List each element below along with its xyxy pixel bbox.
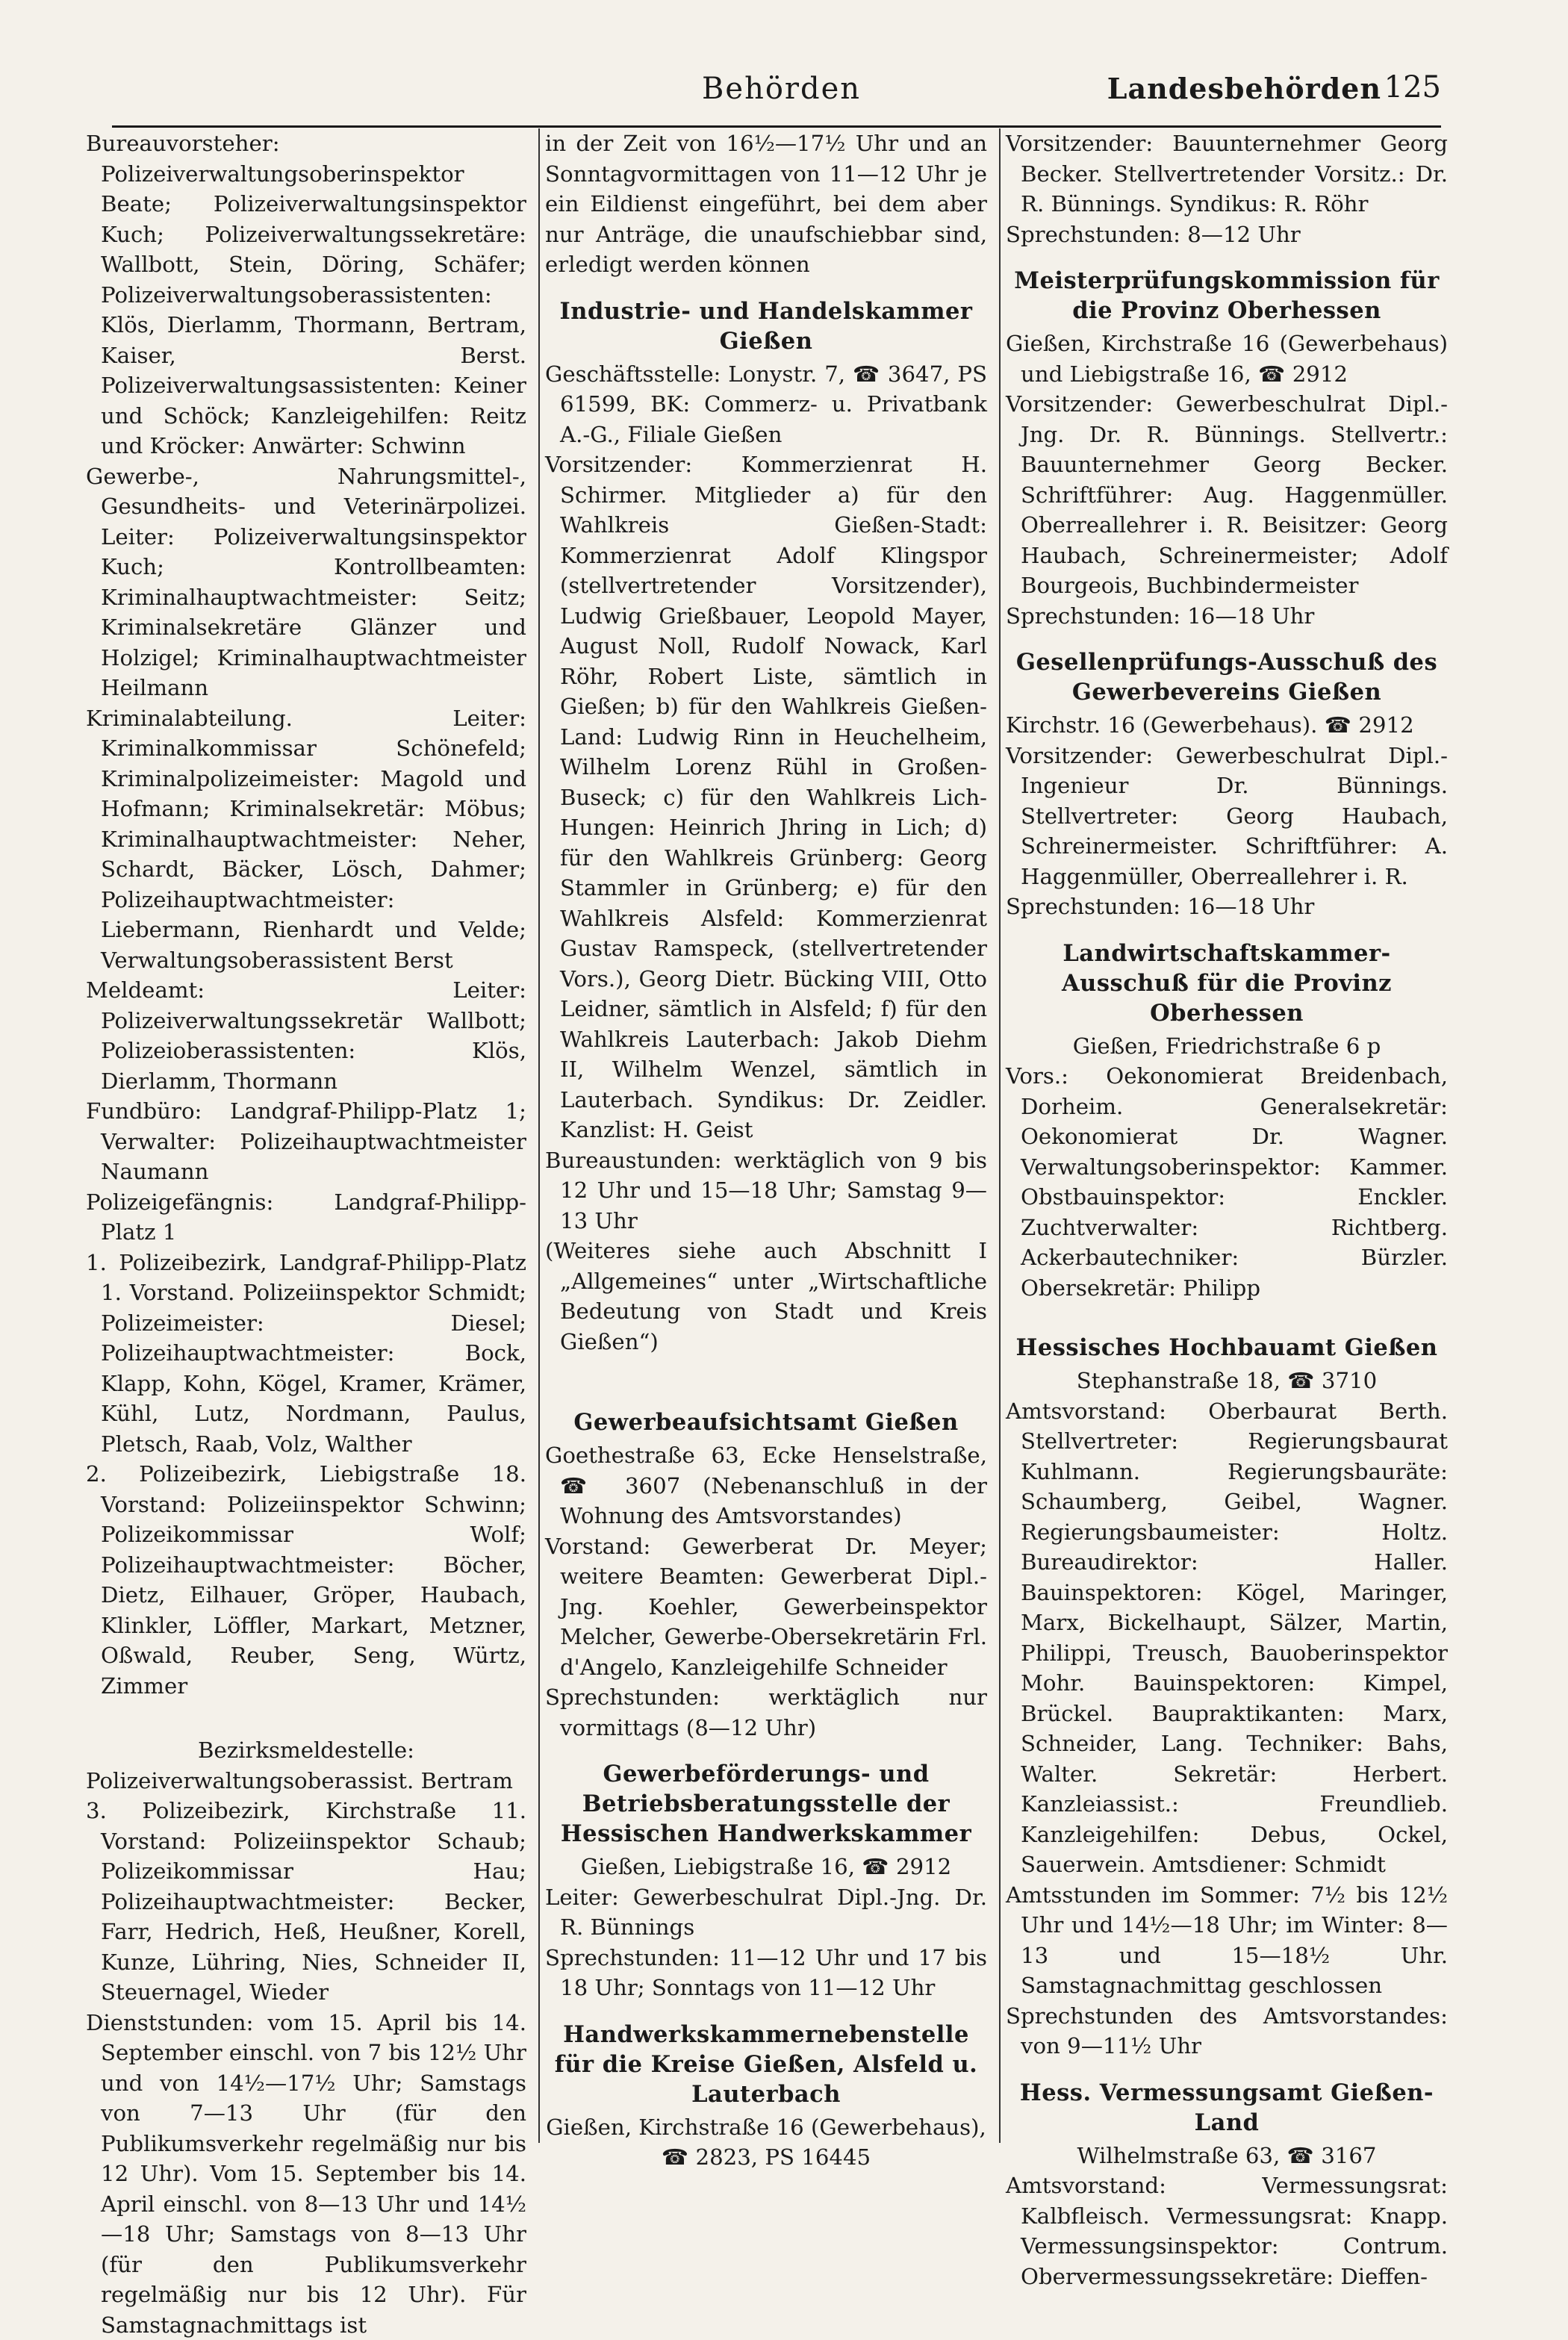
text-paragraph: Sprechstunden: 16—18 Uhr bbox=[1006, 601, 1448, 632]
section-heading: Gewerbeaufsichtsamt Gießen bbox=[545, 1407, 987, 1437]
text-paragraph: Sprechstunden: 11—12 Uhr und 17 bis 18 Uhr; Sonntags von 11—12 Uhr bbox=[545, 1943, 987, 2003]
subheading: Bezirksmeldestelle: bbox=[86, 1735, 526, 1766]
address-line: Wilhelmstraße 63, ☎ 3167 bbox=[1006, 2141, 1448, 2171]
running-head-subsection: Landesbehörden bbox=[1107, 72, 1381, 105]
section-heading: Gewerbeförderungs- und Betriebsberatungsstelle der Hessischen Handwerkskammer bbox=[545, 1759, 987, 1849]
address-line: Stephanstraße 18, ☎ 3710 bbox=[1006, 1366, 1448, 1396]
text-paragraph: Dienststunden: vom 15. April bis 14. September einschl. von 7 bis 12½ Uhr und von 14½—17½ Uhr; Samstags von 7—13 Uhr (für den Publikumsverkehr regelmäßig nur bis 12 Uhr). Vom 15. September bis 14. April einschl. von 8—13 Uhr und 14½—18 Uhr; Samstags von 8—13 Uhr (für den Publikumsverkehr regelmäßig nur bis 12 Uhr). Für Samstagnachmittags ist bbox=[86, 2008, 526, 2340]
address-line: Gießen, Liebigstraße 16, ☎ 2912 bbox=[545, 1852, 987, 1882]
text-paragraph: 1. Polizeibezirk, Landgraf-Philipp-Platz 1. Vorstand. Polizeiinspektor Schmidt; Polizeimeister: Diesel; Polizeihauptwachtmeister: Bock, Klapp, Kohn, Kögel, Kramer, Krämer, Kühl, Lutz, Nordmann, Paulus, Pletsch, Raab, Volz, Walther bbox=[86, 1248, 526, 1460]
address-line: Gießen, Friedrichstraße 6 p bbox=[1006, 1031, 1448, 1062]
text-paragraph: Sprechstunden: 8—12 Uhr bbox=[1006, 220, 1448, 250]
text-paragraph: Amtsstunden im Sommer: 7½ bis 12½ Uhr und 14½—18 Uhr; im Winter: 8—13 und 15—18½ Uhr. Samstagnachmittag geschlossen bbox=[1006, 1880, 1448, 2001]
text-paragraph: Sprechstunden des Amtsvorstandes: von 9—11½ Uhr bbox=[1006, 2001, 1448, 2061]
section-heading: Gesellenprüfungs-Ausschuß des Gewerbevereins Gießen bbox=[1006, 647, 1448, 707]
section-heading: Landwirtschaftskammer-Ausschuß für die Provinz Oberhessen bbox=[1006, 939, 1448, 1028]
column-right bbox=[1006, 128, 1448, 2143]
column-left bbox=[86, 128, 540, 2143]
text-paragraph: Vorsitzender: Gewerbeschulrat Dipl.-Ingenieur Dr. Bünnings. Stellvertreter: Georg Haubach, Schreinermeister. Schriftführer: A. Haggenmüller, Oberreallehrer i. R. bbox=[1006, 741, 1448, 892]
text-paragraph: 3. Polizeibezirk, Kirchstraße 11. Vorstand: Polizeiinspektor Schaub; Polizeikommissar Hau; Polizeihauptwachtmeister: Becker, Farr, Hedrich, Heß, Heußner, Korell, Kunze, Lühring, Nies, Schneider II, Steuernagel, Wieder bbox=[86, 1796, 526, 2008]
text-paragraph: Sprechstunden: werktäglich nur vormittags (8—12 Uhr) bbox=[545, 1682, 987, 1743]
text-paragraph: Polizeiverwaltungsoberassist. Bertram bbox=[86, 1766, 526, 1796]
column-middle bbox=[545, 128, 1001, 2143]
text-paragraph: Amtsvorstand: Oberbaurat Berth. Stellvertreter: Regierungsbaurat Kuhlmann. Regierungsbauräte: Schaumberg, Geibel, Wagner. Regierungsbaumeister: Holtz. Bureaudirektor: Haller. Bauinspektoren: Kögel, Maringer, Marx, Bickelhaupt, Sälzer, Martin, Philippi, Treusch, Bauoberinspektor Mohr. Bauinspektoren: Kimpel, Brückel. Baupraktikanten: Marx, Schneider, Lang. Techniker: Bahs, Walter. Sekretär: Herbert. Kanzleiassist.: Freundlieb. Kanzleigehilfen: Debus, Ockel, Sauerwein. Amtsdiener: Schmidt bbox=[1006, 1396, 1448, 1880]
text-paragraph: Vorsitzender: Bauunternehmer Georg Becker. Stellvertretender Vorsitz.: Dr. R. Bünnings. Syndikus: R. Röhr bbox=[1006, 128, 1448, 220]
text-paragraph: Bureaustunden: werktäglich von 9 bis 12 Uhr und 15—18 Uhr; Samstag 9—13 Uhr bbox=[545, 1145, 987, 1236]
text-paragraph: Geschäftsstelle: Lonystr. 7, ☎ 3647, PS 61599, BK: Commerz- u. Privatbank A.-G., Filiale Gießen bbox=[545, 359, 987, 450]
text-paragraph: Gewerbe-, Nahrungsmittel-, Gesundheits- und Veterinärpolizei. Leiter: Polizeiverwaltungsinspektor Kuch; Kontrollbeamten: Kriminalhauptwachtmeister: Seitz; Kriminalsekretäre Glänzer und Holzigel; Kriminalhauptwachtmeister Heilmann bbox=[86, 461, 526, 703]
text-paragraph: 2. Polizeibezirk, Liebigstraße 18. Vorstand: Polizeiinspektor Schwinn; Polizeikommissar Wolf; Polizeihauptwachtmeister: Böcher, Dietz, Eilhauer, Gröper, Haubach, Klinkler, Löffler, Markart, Metzner, Oßwald, Reuber, Seng, Würtz, Zimmer bbox=[86, 1459, 526, 1701]
text-paragraph: Goethestraße 63, Ecke Henselstraße, ☎ 3607 (Nebenanschluß in der Wohnung des Amtsvorstandes) bbox=[545, 1440, 987, 1531]
text-paragraph: Gießen, Kirchstraße 16 (Gewerbehaus) und Liebigstraße 16, ☎ 2912 bbox=[1006, 329, 1448, 389]
text-paragraph: Sprechstunden: 16—18 Uhr bbox=[1006, 891, 1448, 922]
text-paragraph: Fundbüro: Landgraf-Philipp-Platz 1; Verwalter: Polizeihauptwachtmeister Naumann bbox=[86, 1096, 526, 1187]
text-paragraph: Vors.: Oekonomierat Breidenbach, Dorheim. Generalsekretär: Oekonomierat Dr. Wagner. Verwaltungsoberinspektor: Kammer. Obstbauinspektor: Enckler. Zuchtverwalter: Richtberg. Ackerbautechniker: Bürzler. Obersekretär: Philipp bbox=[1006, 1061, 1448, 1303]
text-paragraph: Vorsitzender: Kommerzienrat H. Schirmer. Mitglieder a) für den Wahlkreis Gießen-Stadt: Kommerzienrat Adolf Klingspor (stellvertretender Vorsitzender), Ludwig Grießbauer, Leopold Mayer, August Noll, Rudolf Nowack, Karl Röhr, Robert Liste, sämtlich in Gießen; b) für den Wahlkreis Gießen-Land: Ludwig Rinn in Heuchelheim, Wilhelm Lorenz Rühl in Großen-Buseck; c) für den Wahlkreis Lich-Hungen: Heinrich Jhring in Lich; d) für den Wahlkreis Grünberg: Georg Stammler in Grünberg; e) für den Wahlkreis Alsfeld: Kommerzienrat Gustav Ramspeck, (stellvertretender Vors.), Georg Dietr. Bücking VIII, Otto Leidner, sämtlich in Alsfeld; f) für den Wahlkreis Lauterbach: Jakob Diehm II, Wilhelm Wenzel, sämtlich in Lauterbach. Syndikus: Dr. Zeidler. Kanzlist: H. Geist bbox=[545, 449, 987, 1145]
page-number: 125 bbox=[1384, 70, 1441, 105]
section-heading: Handwerkskammernebenstelle für die Kreise Gießen, Alsfeld u. Lauterbach bbox=[545, 2020, 987, 2109]
section-heading: Hessisches Hochbauamt Gießen bbox=[1006, 1333, 1448, 1363]
section-heading: Meisterprüfungskommission für die Provinz Oberhessen bbox=[1006, 266, 1448, 326]
running-head-section: Behörden bbox=[702, 72, 861, 106]
text-paragraph: Kirchstr. 16 (Gewerbehaus). ☎ 2912 bbox=[1006, 710, 1448, 741]
section-heading: Hess. Vermessungsamt Gießen-Land bbox=[1006, 2078, 1448, 2138]
text-paragraph: Leiter: Gewerbeschulrat Dipl.-Jng. Dr. R. Bünnings bbox=[545, 1882, 987, 1943]
text-paragraph: Vorstand: Gewerberat Dr. Meyer; weitere Beamten: Gewerberat Dipl.-Jng. Koehler, Gewerbeinspektor Melcher, Gewerbe-Obersekretärin Frl. d'Angelo, Kanzleigehilfe Schneider bbox=[545, 1531, 987, 1683]
text-paragraph: Vorsitzender: Gewerbeschulrat Dipl.-Jng. Dr. R. Bünnings. Stellvertr.: Bauunternehmer Georg Becker. Schriftführer: Aug. Haggenmüller. Oberreallehrer i. R. Beisitzer: Georg Haubach, Schreinermeister; Adolf Bourgeois, Buchbindermeister bbox=[1006, 389, 1448, 601]
page-header bbox=[112, 66, 1441, 128]
address-line: Gießen, Kirchstraße 16 (Gewerbehaus), ☎ 2823, PS 16445 bbox=[545, 2112, 987, 2173]
text-paragraph: in der Zeit von 16½—17½ Uhr und an Sonntagvormittagen von 11—12 Uhr je ein Eildienst eingeführt, bei dem aber nur Anträge, die unaufschiebbar sind, erledigt werden können bbox=[545, 128, 987, 280]
text-paragraph: Bureauvorsteher: Polizeiverwaltungsoberinspektor Beate; Polizeiverwaltungsinspektor Kuch; Polizeiverwaltungssekretäre: Wallbott, Stein, Döring, Schäfer; Polizeiverwaltungsoberassistenten: Klös, Dierlamm, Thormann, Bertram, Kaiser, Berst. Polizeiverwaltungsassistenten: Keiner und Schöck; Kanzleigehilfen: Reitz und Kröcker: Anwärter: Schwinn bbox=[86, 128, 526, 461]
text-paragraph: Kriminalabteilung. Leiter: Kriminalkommissar Schönefeld; Kriminalpolizeimeister: Magold und Hofmann; Kriminalsekretär: Möbus; Kriminalhauptwachtmeister: Neher, Schardt, Bäcker, Lösch, Dahmer; Polizeihauptwachtmeister: Liebermann, Rienhardt und Velde; Verwaltungsoberassistent Berst bbox=[86, 703, 526, 976]
text-paragraph: Polizeigefängnis: Landgraf-Philipp-Platz 1 bbox=[86, 1187, 526, 1248]
text-paragraph: (Weiteres siehe auch Abschnitt I „Allgemeines“ unter „Wirtschaftliche Bedeutung von Stadt und Kreis Gießen“) bbox=[545, 1236, 987, 1357]
text-paragraph: Amtsvorstand: Vermessungsrat: Kalbfleisch. Vermessungsrat: Knapp. Vermessungsinspektor: Contrum. Obervermessungssekretäre: Dieffen- bbox=[1006, 2171, 1448, 2291]
section-heading: Industrie- und Handelskammer Gießen bbox=[545, 296, 987, 356]
text-paragraph: Meldeamt: Leiter: Polizeiverwaltungssekretär Wallbott; Polizeioberassistenten: Klös, Dierlamm, Thormann bbox=[86, 975, 526, 1096]
